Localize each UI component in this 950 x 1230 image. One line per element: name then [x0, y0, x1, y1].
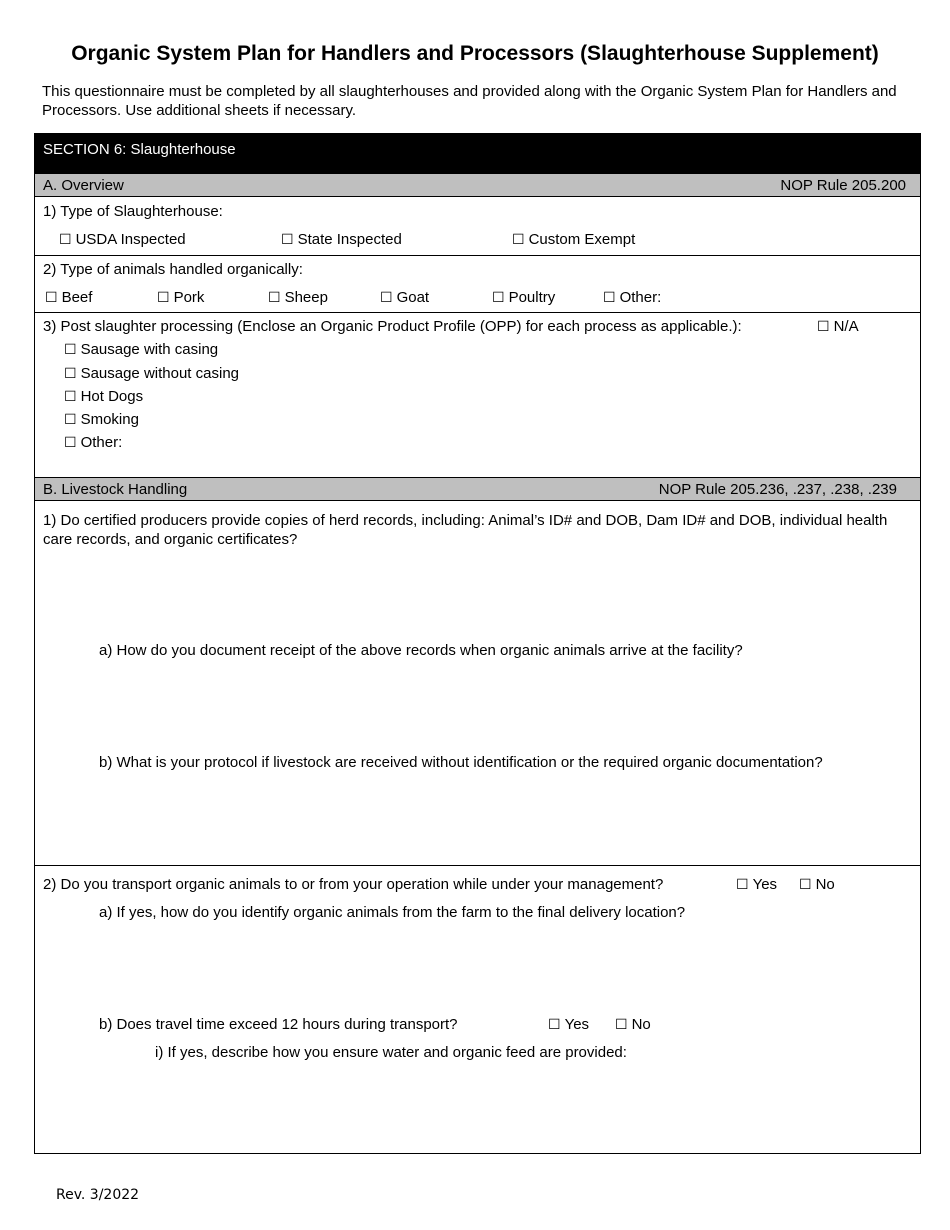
b-q2b-no-option[interactable]: ☐ No	[615, 1016, 651, 1033]
livestock-heading: B. Livestock Handling	[43, 481, 188, 498]
overview-rule: NOP Rule 205.200	[780, 177, 906, 194]
option-hot-dogs[interactable]: ☐ Hot Dogs	[64, 388, 144, 405]
checkbox-icon[interactable]: ☐	[157, 290, 170, 306]
checkbox-icon[interactable]: ☐	[615, 1017, 628, 1033]
b-q2-transport: 2) Do you transport organic animals to or from your operation while under your management?	[43, 876, 664, 893]
checkbox-icon[interactable]: ☐	[64, 342, 77, 358]
checkbox-icon[interactable]: ☐	[492, 290, 505, 306]
checkbox-icon[interactable]: ☐	[603, 290, 616, 306]
overview-header	[35, 173, 920, 197]
option-na[interactable]: ☐ N/A	[817, 318, 859, 335]
option-other-processing[interactable]: ☐ Other:	[64, 434, 123, 451]
option-pork[interactable]: ☐ Pork	[157, 289, 205, 306]
b-q2a-identify-animals: a) If yes, how do you identify organic animals from the farm to the final delivery location?	[99, 904, 686, 921]
b-q2b-travel-time: b) Does travel time exceed 12 hours during transport?	[99, 1016, 458, 1033]
b-q2-yes-option[interactable]: ☐ Yes	[736, 876, 778, 893]
checkbox-icon[interactable]: ☐	[512, 232, 525, 248]
b-q1a-document-receipt: a) How do you document receipt of the above records when organic animals arrive at the facility?	[99, 642, 743, 659]
checkbox-icon[interactable]: ☐	[736, 877, 749, 893]
checkbox-icon[interactable]: ☐	[380, 290, 393, 306]
option-goat[interactable]: ☐ Goat	[380, 289, 430, 306]
option-sausage-with-casing[interactable]: ☐ Sausage with casing	[64, 341, 219, 358]
checkbox-icon[interactable]: ☐	[45, 290, 58, 306]
option-other-animal[interactable]: ☐ Other:	[603, 289, 662, 306]
livestock-header	[35, 477, 920, 501]
b-q2-no-option[interactable]: ☐ No	[799, 876, 835, 893]
checkbox-icon[interactable]: ☐	[268, 290, 281, 306]
divider	[35, 312, 920, 313]
checkbox-icon[interactable]: ☐	[59, 232, 72, 248]
checkbox-icon[interactable]: ☐	[548, 1017, 561, 1033]
form-section-6	[34, 133, 921, 1154]
q2-animals-label: 2) Type of animals handled organically:	[43, 261, 303, 278]
b-q1-herd-records: 1) Do certified producers provide copies of herd records, including: Animal’s ID# and DOB, Dam ID# and DOB, individual health care records, and organic certificates?	[43, 512, 888, 548]
divider	[35, 865, 920, 866]
page-title: Organic System Plan for Handlers and Processors (Slaughterhouse Supplement)	[71, 42, 879, 65]
q3-post-slaughter-label: 3) Post slaughter processing (Enclose an Organic Product Profile (OPP) for each process as applicable.):	[43, 318, 742, 335]
q1-slaughterhouse-type-label: 1) Type of Slaughterhouse:	[43, 203, 223, 220]
option-custom-exempt[interactable]: ☐ Custom Exempt	[512, 231, 636, 248]
checkbox-icon[interactable]: ☐	[817, 319, 830, 335]
checkbox-icon[interactable]: ☐	[281, 232, 294, 248]
checkbox-icon[interactable]: ☐	[799, 877, 812, 893]
option-sheep[interactable]: ☐ Sheep	[268, 289, 328, 306]
livestock-rule: NOP Rule 205.236, .237, .238, .239	[658, 481, 897, 498]
section-header: SECTION 6: Slaughterhouse	[35, 134, 920, 173]
option-poultry[interactable]: ☐ Poultry	[492, 289, 556, 306]
option-state-inspected[interactable]: ☐ State Inspected	[281, 231, 402, 248]
revision-label: Rev. 3/2022	[56, 1187, 140, 1203]
b-q2bi-water-feed: i) If yes, describe how you ensure water and organic feed are provided:	[155, 1044, 627, 1061]
checkbox-icon[interactable]: ☐	[64, 389, 77, 405]
intro-paragraph: This questionnaire must be completed by all slaughterhouses and provided along with the Organic System Plan for Handlers and Processors. Use additional sheets if necessary.	[42, 83, 897, 119]
checkbox-icon[interactable]: ☐	[64, 435, 77, 451]
divider	[35, 255, 920, 256]
option-sausage-without-casing[interactable]: ☐ Sausage without casing	[64, 365, 239, 382]
option-usda-inspected[interactable]: ☐ USDA Inspected	[59, 231, 186, 248]
checkbox-icon[interactable]: ☐	[64, 366, 77, 382]
option-beef[interactable]: ☐ Beef	[45, 289, 93, 306]
b-q1b-protocol: b) What is your protocol if livestock are received without identification or the required organic documentation?	[99, 754, 823, 771]
b-q2b-yes-option[interactable]: ☐ Yes	[548, 1016, 590, 1033]
overview-heading: A. Overview	[43, 177, 124, 194]
checkbox-icon[interactable]: ☐	[64, 412, 77, 428]
option-smoking[interactable]: ☐ Smoking	[64, 411, 139, 428]
